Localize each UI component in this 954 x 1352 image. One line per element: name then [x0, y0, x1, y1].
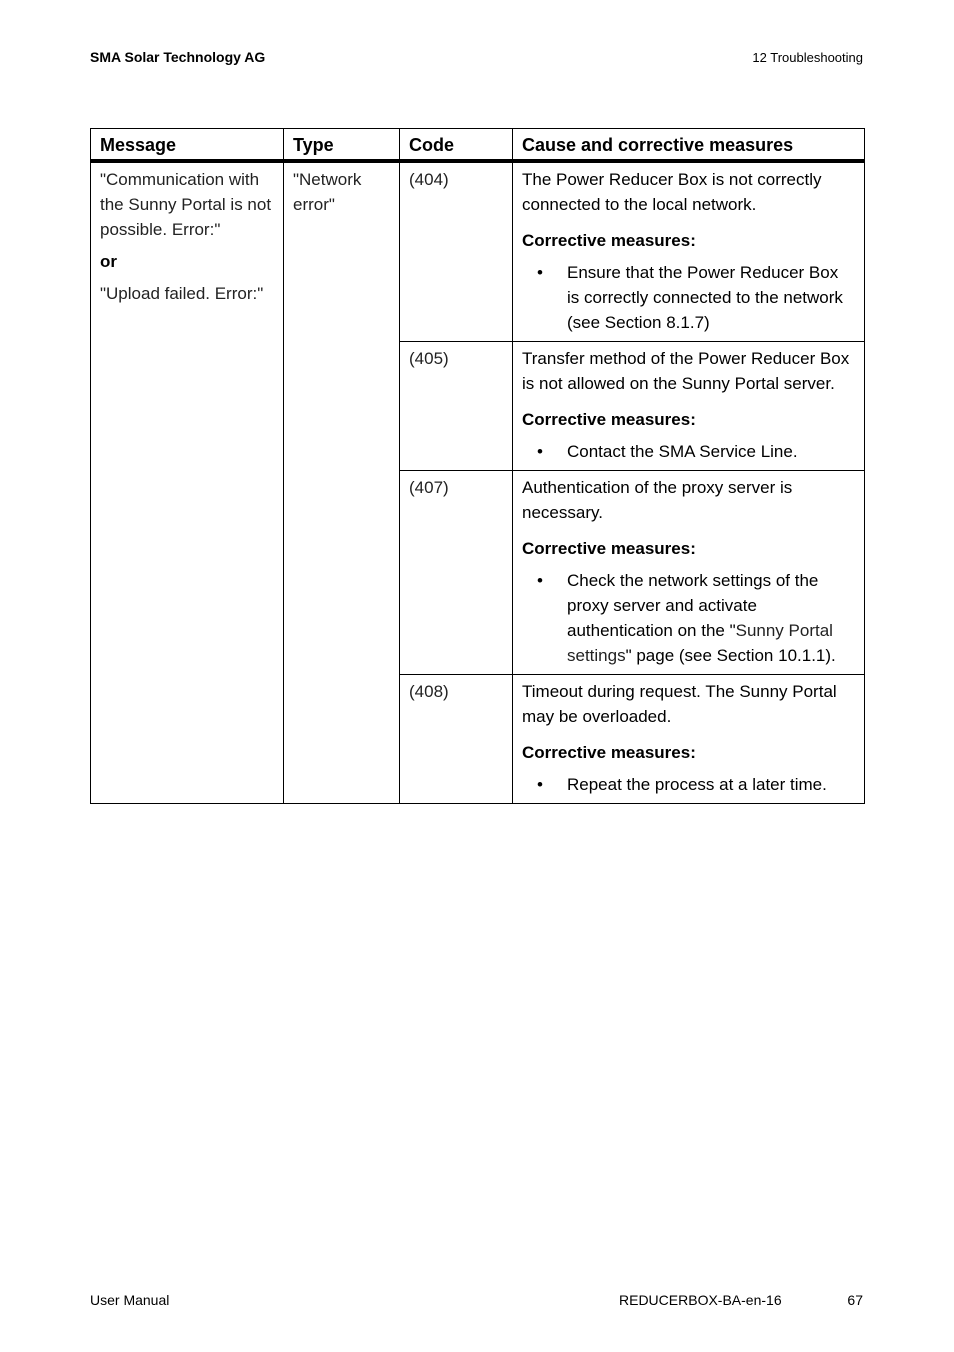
- bullet-icon: •: [537, 263, 543, 282]
- header-section: 12 Troubleshooting: [752, 50, 863, 65]
- code-cell: (407): [400, 471, 513, 675]
- header-company: SMA Solar Technology AG: [90, 49, 266, 65]
- message-or: or: [100, 252, 117, 271]
- bullet-icon: •: [537, 442, 543, 461]
- code-cell: (408): [400, 675, 513, 804]
- list-item: [522, 439, 855, 464]
- cause-cell: [513, 471, 865, 675]
- bullet-icon: •: [537, 775, 543, 794]
- table-header-row: [91, 129, 865, 162]
- column-header-type: Type: [284, 129, 400, 162]
- cause-cell: [513, 342, 865, 471]
- cause-cell: [513, 675, 865, 804]
- message-text: "Communication with the Sunny Portal is not possible. Error:": [100, 170, 272, 239]
- measure-text: Ensure that the Power Reducer Box is correctly connected to the network (see Section 8.1.7): [567, 263, 843, 332]
- measure-text: Contact the SMA Service Line.: [567, 442, 798, 461]
- message-text-alt: "Upload failed. Error:": [100, 284, 264, 303]
- footer-manual-label: User Manual: [90, 1292, 170, 1308]
- measure-text: Repeat the process at a later time.: [567, 775, 827, 794]
- measures-list: [522, 439, 855, 464]
- column-header-code: Code: [400, 129, 513, 162]
- bullet-icon: •: [537, 571, 543, 590]
- cause-text: Timeout during request. The Sunny Portal may be overloaded.: [522, 682, 837, 726]
- cause-text: Transfer method of the Power Reducer Box is not allowed on the Sunny Portal server.: [522, 349, 850, 393]
- code-cell: (404): [400, 161, 513, 342]
- footer-page-number: 67: [847, 1292, 863, 1308]
- measure-text-start: Check the network settings of the proxy server and activate authentication on the ": [567, 571, 819, 640]
- table-row: [91, 161, 865, 342]
- cause-cell: [513, 161, 865, 342]
- list-item: [522, 568, 855, 668]
- corrective-measures-title: Corrective measures:: [522, 410, 696, 429]
- corrective-measures-title: Corrective measures:: [522, 539, 696, 558]
- corrective-measures-title: Corrective measures:: [522, 231, 696, 250]
- column-header-cause: Cause and corrective measures: [513, 129, 865, 162]
- column-header-message: Message: [91, 129, 284, 162]
- list-item: [522, 260, 855, 335]
- code-cell: (405): [400, 342, 513, 471]
- measures-list: [522, 568, 855, 668]
- measure-text-end: " page (see Section 10.1.1).: [625, 646, 836, 665]
- cause-text: Authentication of the proxy server is necessary.: [522, 478, 793, 522]
- footer-document-id: REDUCERBOX-BA-en-16: [619, 1292, 782, 1308]
- sunny-portal-settings-page-name: Sunny Portal settings: [567, 621, 833, 665]
- message-cell: [91, 161, 284, 804]
- cause-text: The Power Reducer Box is not correctly connected to the local network.: [522, 170, 822, 214]
- measure-text: [567, 571, 836, 665]
- measures-list: [522, 772, 855, 797]
- type-cell: "Network error": [284, 161, 400, 804]
- measures-list: [522, 260, 855, 335]
- list-item: [522, 772, 855, 797]
- troubleshooting-table: [90, 128, 865, 804]
- corrective-measures-title: Corrective measures:: [522, 743, 696, 762]
